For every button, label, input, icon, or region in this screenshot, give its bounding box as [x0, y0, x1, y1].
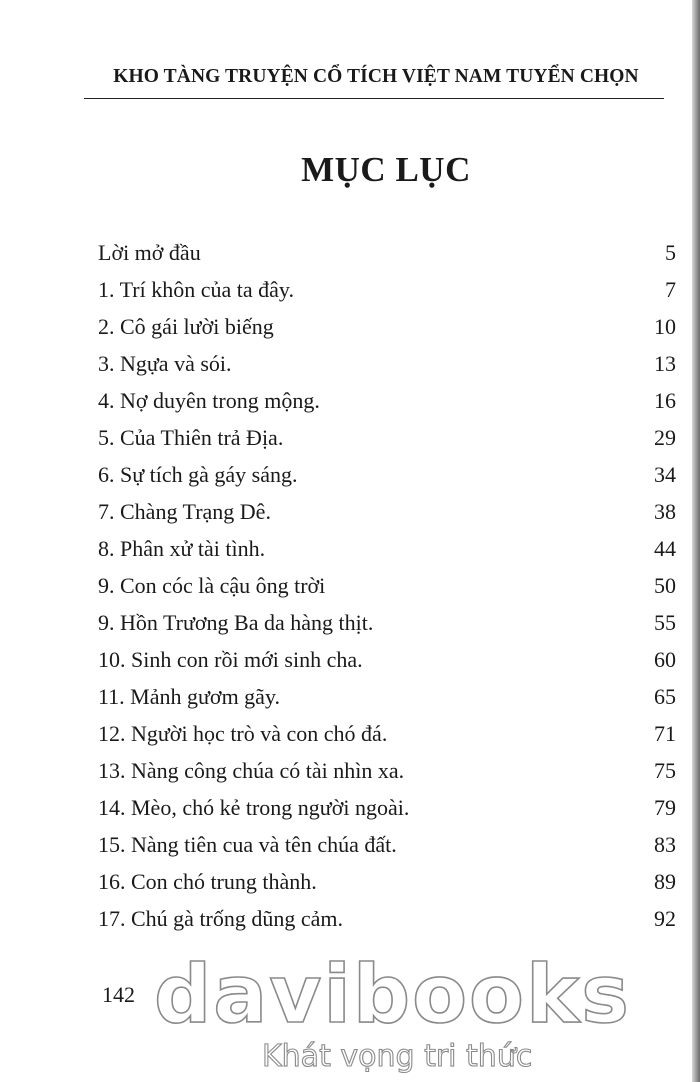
- watermark-graphic: [150, 948, 631, 1077]
- toc-entry: [98, 456, 676, 493]
- toc-entry-page: 38: [654, 499, 676, 524]
- toc-entry-title: 7. Chàng Trạng Dê.: [98, 499, 271, 524]
- toc-entry: [98, 789, 676, 826]
- toc-entry-page: 13: [654, 351, 676, 376]
- toc-entry-title: 8. Phân xử tài tình.: [98, 536, 266, 561]
- toc-entry-title: 11. Mảnh gươm gãy.: [98, 684, 281, 709]
- toc-entry-title: Lời mở đầu: [98, 240, 201, 265]
- toc-entry-page: 83: [654, 832, 676, 857]
- toc-entry: [98, 863, 676, 900]
- toc-entry-page: 89: [654, 869, 676, 894]
- toc-entry-title: 17. Chú gà trống dũng cảm.: [98, 906, 344, 931]
- toc-entry: [98, 493, 676, 530]
- toc-entry-page: 16: [654, 388, 676, 413]
- toc-entry: [98, 271, 676, 308]
- toc-entry-page: 71: [654, 721, 676, 746]
- toc-entry: [98, 604, 676, 641]
- toc-entry-page: 92: [654, 906, 676, 931]
- toc-entry-title: 2. Cô gái lười biếng: [98, 314, 274, 339]
- toc-entry: [98, 826, 676, 863]
- table-of-contents: [98, 234, 676, 937]
- toc-entry-page: 65: [654, 684, 676, 709]
- toc-entry-title: 4. Nợ duyên trong mộng.: [98, 388, 320, 413]
- toc-entry: [98, 530, 676, 567]
- toc-entry-page: 55: [654, 610, 676, 635]
- toc-entry: [98, 345, 676, 382]
- toc-entry-title: 1. Trí khôn của ta đây.: [98, 277, 294, 302]
- toc-entry-title: 9. Con cóc là cậu ông trời: [98, 573, 326, 598]
- toc-entry-page: 34: [654, 462, 676, 487]
- toc-entry: [98, 419, 676, 456]
- toc-entry-page: 75: [654, 758, 676, 783]
- toc-entry-title: 9. Hồn Trương Ba da hàng thịt.: [98, 610, 374, 635]
- toc-entry: [98, 641, 676, 678]
- toc-entry-title: 6. Sự tích gà gáy sáng.: [98, 462, 298, 487]
- toc-entry-title: 14. Mèo, chó kẻ trong người ngoài.: [98, 795, 410, 820]
- toc-entry-page: 79: [654, 795, 676, 820]
- toc-entry-page: 29: [654, 425, 676, 450]
- watermark-logo: davibooks: [154, 948, 631, 1041]
- running-header: KHO TÀNG TRUYỆN CỔ TÍCH VIỆT NAM TUYỂN CHỌN: [113, 66, 639, 87]
- toc-entry-title: 16. Con chó trung thành.: [98, 869, 317, 894]
- toc-entry-title: 12. Người học trò và con chó đá.: [98, 721, 388, 746]
- toc-entry-page: 60: [654, 647, 676, 672]
- page-title: MỤC LỤC: [301, 150, 471, 189]
- toc-entry-title: 15. Nàng tiên cua và tên chúa đất.: [98, 832, 397, 857]
- toc-entry: [98, 752, 676, 789]
- page-number: 142: [102, 982, 135, 1007]
- toc-entry-page: 5: [665, 240, 676, 265]
- toc-entry-page: 7: [665, 277, 676, 302]
- toc-entry: [98, 382, 676, 419]
- toc-entry-title: 10. Sinh con rồi mới sinh cha.: [98, 647, 363, 672]
- toc-entry-page: 44: [654, 536, 676, 561]
- davibooks-watermark: [150, 948, 631, 1077]
- toc-entry: [98, 567, 676, 604]
- toc-entry-title: 13. Nàng công chúa có tài nhìn xa.: [98, 758, 405, 783]
- header-rule: [84, 98, 664, 99]
- toc-entry: [98, 678, 676, 715]
- toc-entry-title: 5. Của Thiên trả Địa.: [98, 425, 284, 450]
- toc-entry-page: 50: [654, 573, 676, 598]
- toc-entry-title: 3. Ngựa và sói.: [98, 351, 232, 376]
- watermark-tagline: Khát vọng tri thức: [262, 1039, 533, 1074]
- toc-entry: [98, 308, 676, 345]
- toc-entry: [98, 715, 676, 752]
- toc-entry-page: 10: [654, 314, 676, 339]
- toc-entry: [98, 900, 676, 937]
- toc-entry: [98, 234, 676, 271]
